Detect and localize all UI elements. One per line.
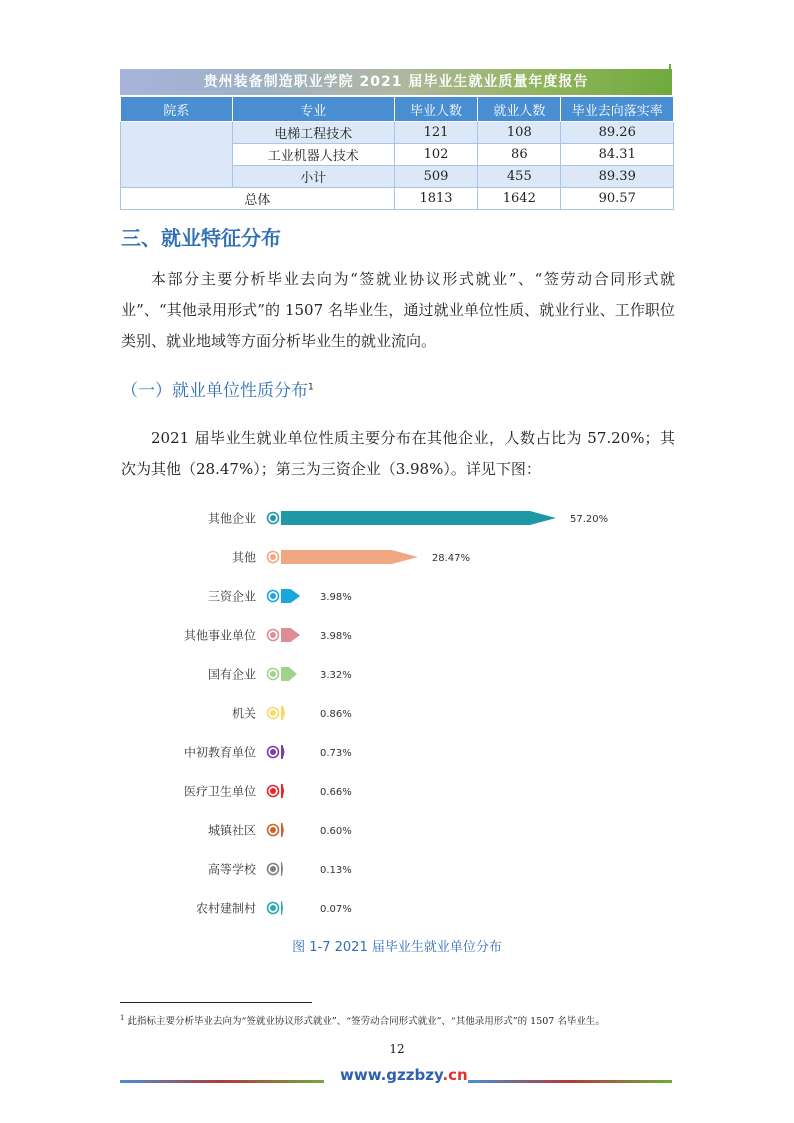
intro-paragraph: 本部分主要分析毕业去向为“签就业协议形式就业”、“签劳动合同形式就业”、“其他录用形式”的 1507 名毕业生，通过就业单位性质、就业行业、工作职位类别、就业地域等方面分析毕业生的就业流向。: [121, 270, 675, 350]
category-label: 三资企业: [207, 589, 256, 604]
footnote-ref: 1: [308, 382, 314, 393]
bar: [281, 628, 300, 642]
bar: [281, 901, 283, 915]
employer-type-bar-chart: [0, 500, 794, 920]
category-label: 农村建制村: [195, 901, 256, 916]
bar: [281, 823, 284, 837]
graduates-cell: 121: [394, 122, 477, 144]
employed-cell: 1642: [478, 188, 561, 210]
bar-marker-dot: [270, 515, 276, 521]
website-main: www.gzzbzy: [340, 1066, 443, 1084]
report-header-banner: 贵州装备制造职业学院 2021 届毕业生就业质量年度报告: [120, 69, 672, 95]
footnote-rule: [120, 1002, 312, 1003]
category-label: 国有企业: [207, 667, 256, 682]
th-major: 专业: [232, 97, 394, 122]
th-rate: 毕业去向落实率: [561, 97, 674, 122]
data-label: 0.86%: [320, 709, 352, 720]
graduates-cell: 102: [394, 144, 477, 166]
data-label: 3.32%: [320, 670, 352, 681]
data-label: 57.20%: [570, 514, 609, 525]
graduates-cell: 1813: [394, 188, 477, 210]
data-label: 0.13%: [320, 865, 352, 876]
employed-cell: 108: [478, 122, 561, 144]
footnote: [120, 1013, 605, 1027]
data-label: 28.47%: [431, 553, 471, 564]
total-label-cell: 总体: [121, 188, 395, 210]
bar-marker-dot: [270, 632, 276, 638]
rate-cell: 89.39: [561, 166, 674, 188]
rate-cell: 84.31: [561, 144, 674, 166]
bar: [281, 706, 285, 720]
employed-cell: 455: [478, 166, 561, 188]
bar-marker-dot: [270, 593, 276, 599]
footnote-mark: 1: [120, 1013, 125, 1022]
bar-marker-dot: [270, 827, 276, 833]
rate-cell: 90.57: [561, 188, 674, 210]
table-row-total: [121, 188, 674, 210]
category-label: 城镇社区: [207, 823, 256, 838]
category-label: 高等学校: [207, 862, 256, 877]
graduates-cell: 509: [394, 166, 477, 188]
bar: [281, 862, 283, 876]
major-cell: 小计: [232, 166, 394, 188]
category-label: 中初教育单位: [183, 745, 256, 760]
bar: [281, 784, 284, 798]
employment-table: [120, 96, 674, 210]
bar-marker-dot: [270, 788, 276, 794]
subsection-title: （一）就业单位性质分布: [121, 381, 308, 401]
bar: [281, 589, 300, 603]
category-label: 其他: [231, 550, 256, 565]
category-label: 其他事业单位: [183, 628, 256, 643]
figure-caption: 图 1-7 2021 届毕业生就业单位分布: [292, 940, 502, 955]
category-label: 机关: [231, 706, 256, 721]
bar-marker-dot: [270, 671, 276, 677]
bar-marker-dot: [270, 905, 276, 911]
footer-line-right: [468, 1080, 672, 1083]
subsection-paragraph: 2021 届毕业生就业单位性质主要分布在其他企业，人数占比为 57.20%；其次为其他（28.47%）；第三为三资企业（3.98%）。详见下图：: [121, 429, 675, 478]
major-cell: 工业机器人技术: [232, 144, 394, 166]
bar: [281, 511, 556, 525]
data-label: 0.60%: [320, 826, 352, 837]
footnote-text: 此指标主要分析毕业去向为“签就业协议形式就业”、“签劳动合同形式就业”、“其他录用形式”的 1507 名毕业生。: [127, 1016, 605, 1027]
data-label: 0.73%: [320, 748, 352, 759]
section-heading: 三、就业特征分布: [121, 226, 281, 250]
employed-cell: 86: [478, 144, 561, 166]
page-number: 12: [389, 1042, 405, 1056]
bar-marker-dot: [270, 749, 276, 755]
bar: [281, 745, 285, 759]
table-row: [121, 122, 674, 144]
data-label: 0.07%: [320, 904, 352, 915]
th-employed: 就业人数: [478, 97, 561, 122]
website-tld: .cn: [442, 1066, 468, 1084]
bar-marker-dot: [270, 866, 276, 872]
data-label: 0.66%: [320, 787, 352, 798]
data-label: 3.98%: [320, 592, 352, 603]
footer-line-left: [120, 1080, 324, 1083]
website-link[interactable]: [340, 1066, 468, 1084]
rate-cell: 89.26: [561, 122, 674, 144]
bar: [281, 550, 418, 564]
data-label: 3.98%: [320, 631, 352, 642]
th-department: 院系: [121, 97, 233, 122]
category-label: 其他企业: [207, 511, 256, 526]
bar: [281, 667, 297, 681]
category-label: 医疗卫生单位: [183, 784, 256, 799]
bar-marker-dot: [270, 554, 276, 560]
department-cell: [121, 122, 233, 188]
subsection-heading: [121, 376, 314, 401]
major-cell: 电梯工程技术: [232, 122, 394, 144]
bar-marker-dot: [270, 710, 276, 716]
th-graduates: 毕业人数: [394, 97, 477, 122]
table-header-row: [121, 97, 674, 122]
